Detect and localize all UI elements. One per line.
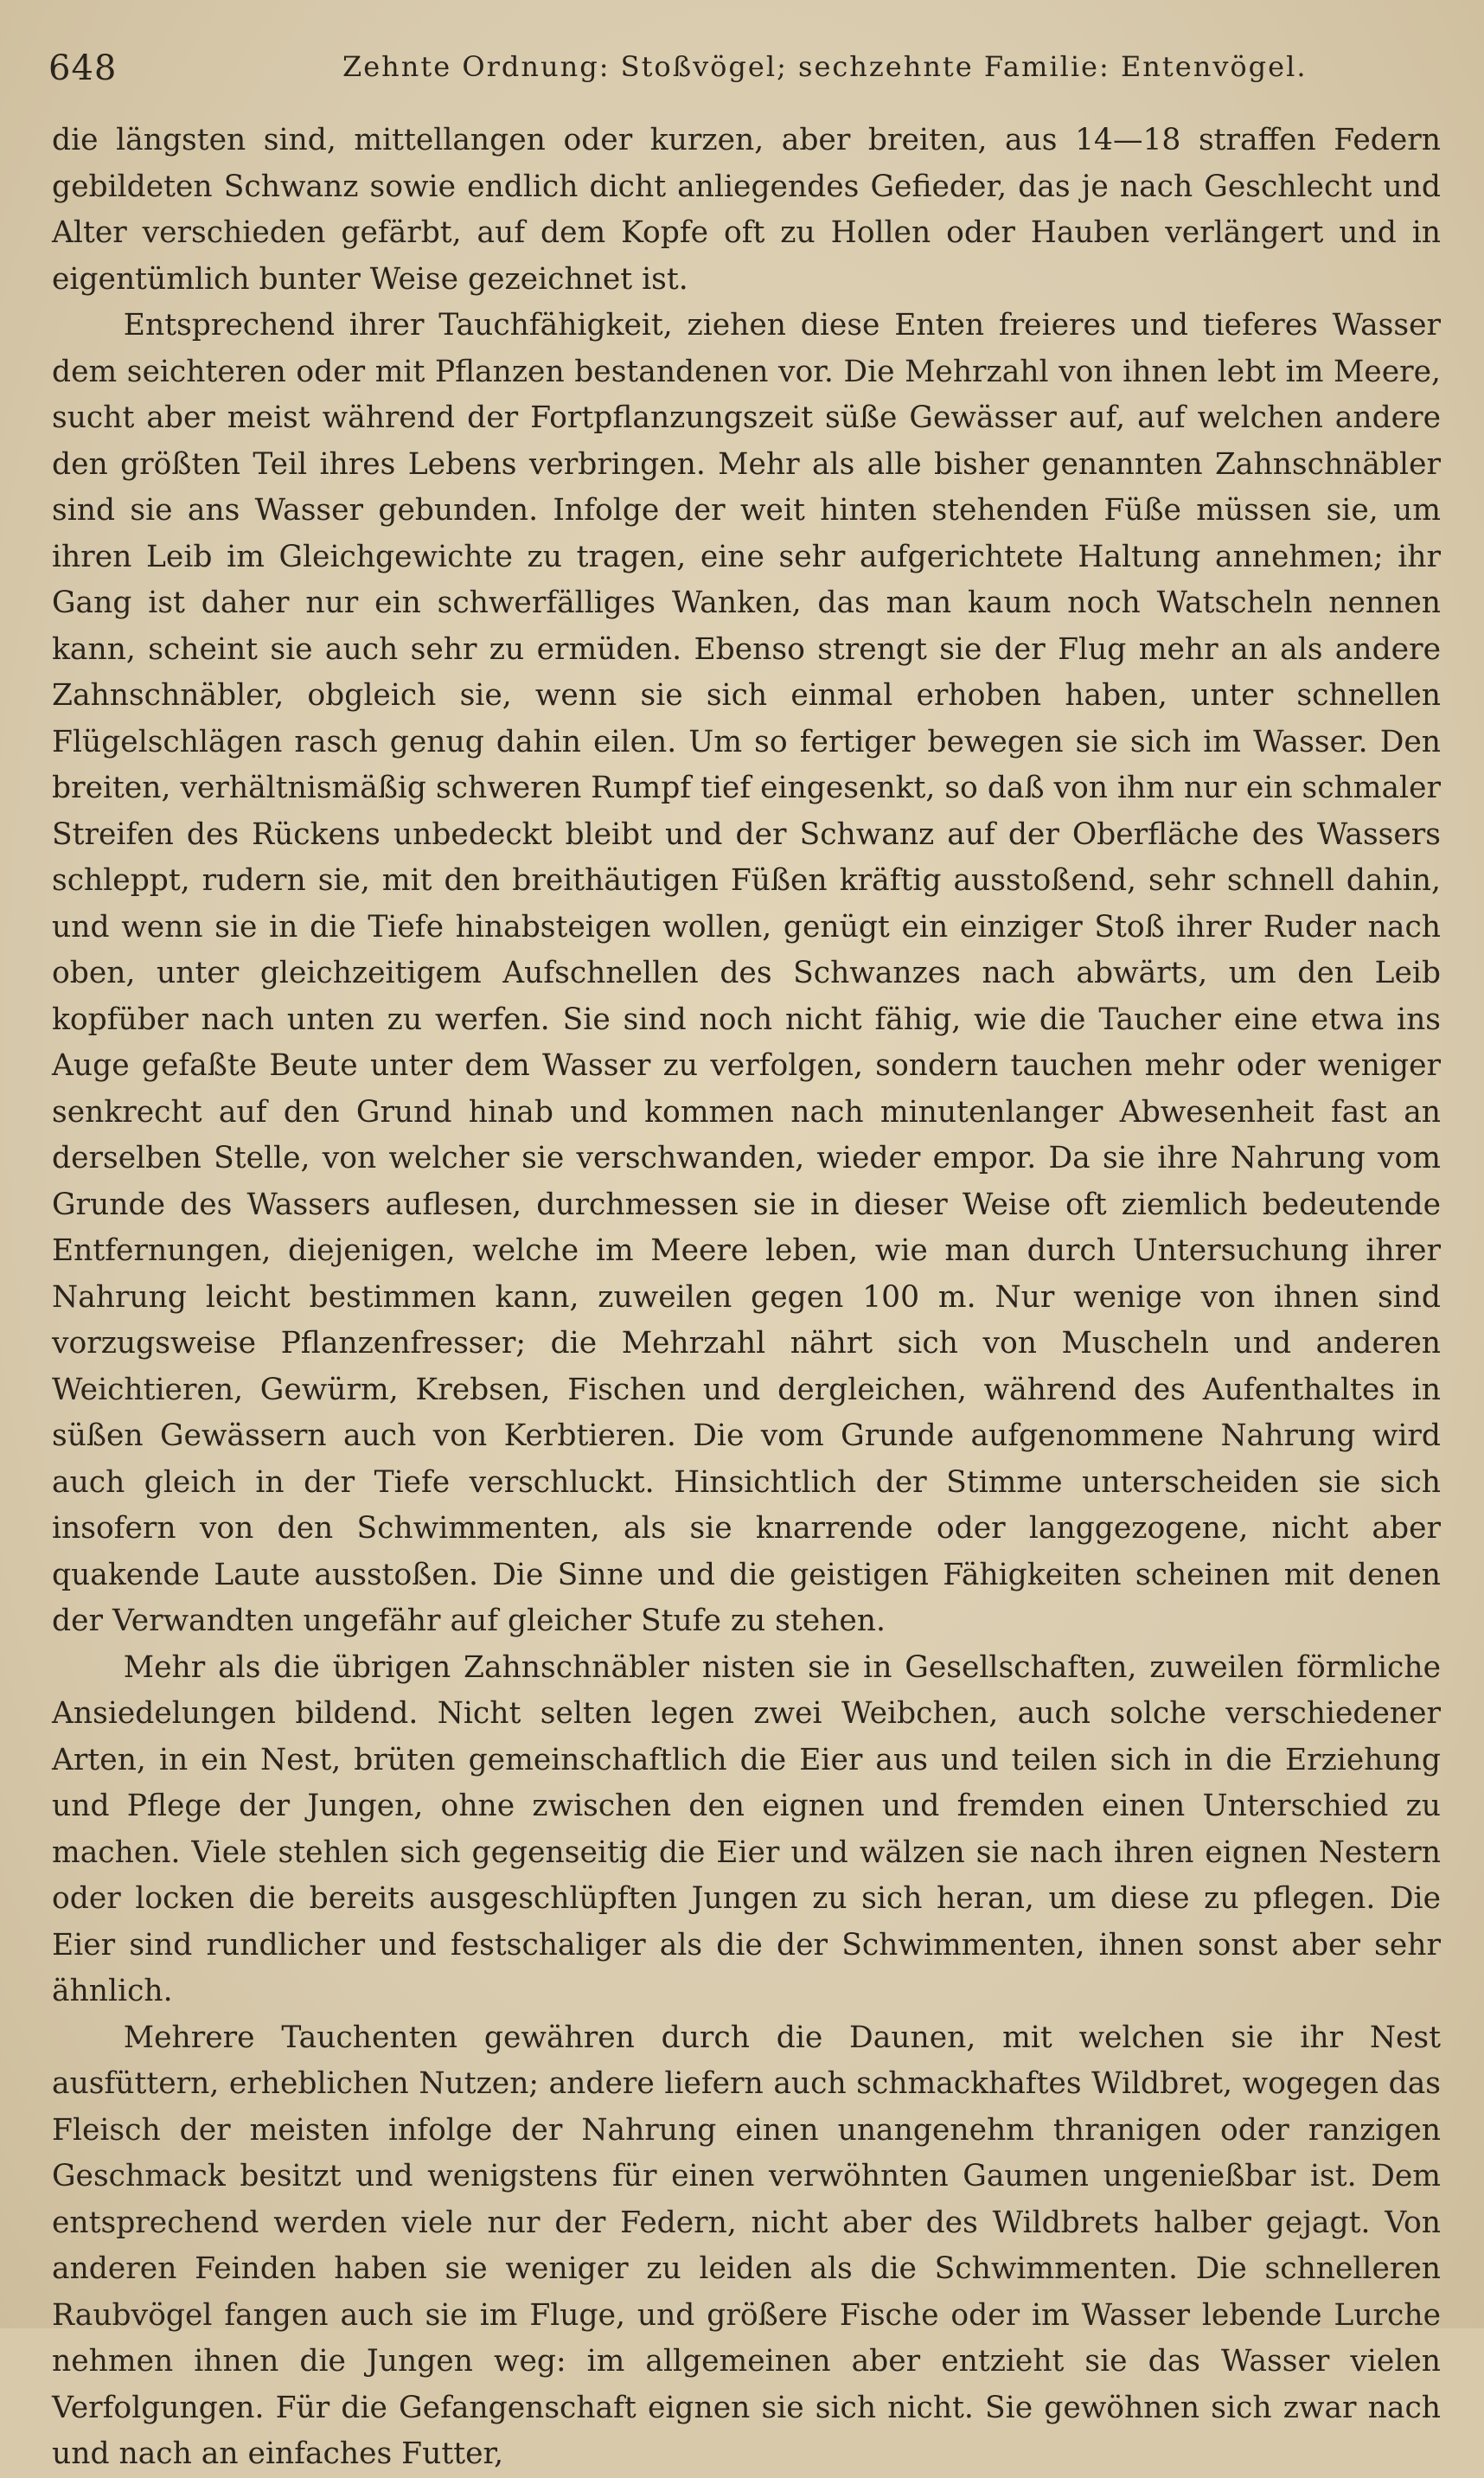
page-header	[48, 45, 1432, 88]
paragraph-3: Mehr als die übrigen Zahnschnäbler nisten sie in Gesellschaften, zuweilen förmliche Ansiedelungen bildend. Nicht selten legen zwei Weibchen, auch solche verschiedener Arten, in ein Nest, brüten gemeinschaftlich die Eier aus und teilen sich in die Erziehung und Pflege der Jungen, ohne zwischen den eignen und fremden einen Unterschied zu machen. Viele stehlen sich gegenseitig die Eier und wälzen sie nach ihren eignen Nestern oder locken die bereits ausgeschlüpften Jungen zu sich heran, um diese zu pflegen. Die Eier sind rundlicher und festschaliger als die der Schwimmenten, ihnen sonst aber sehr ähnlich.	[52, 1649, 1441, 2008]
paragraph-1: die längsten sind, mittellangen oder kurzen, aber breiten, aus 14—18 straffen Federn gebildeten Schwanz sowie endlich dicht anliegendes Gefieder, das je nach Geschlecht und Alter verschieden gefärbt, auf dem Kopfe oft zu Hollen oder Hauben verlängert und in eigentümlich bunter Weise gezeichnet ist.	[52, 123, 1441, 297]
paragraph-2: Entsprechend ihrer Tauchfähigkeit, ziehen diese Enten freieres und tieferes Wasser dem seichteren oder mit Pflanzen bestandenen vor. Die Mehrzahl von ihnen lebt im Meere, sucht aber meist während der Fortpflanzungszeit süße Gewässer auf, auf welchen andere den größten Teil ihres Lebens verbringen. Mehr als alle bisher genannten Zahnschnäbler sind sie ans Wasser gebunden. Infolge der weit hinten stehenden Füße müssen sie, um ihren Leib im Gleichgewichte zu tragen, eine sehr aufgerichtete Haltung annehmen; ihr Gang ist daher nur ein schwerfälliges Wanken, das man kaum noch Watscheln nennen kann, scheint sie auch sehr zu ermüden. Ebenso strengt sie der Flug mehr an als andere Zahnschnäbler, obgleich sie, wenn sie sich einmal erhoben haben, unter schnellen Flügelschlägen rasch genug dahin eilen. Um so fertiger bewegen sie sich im Wasser. Den breiten, verhältnismäßig schweren Rumpf tief eingesenkt, so daß von ihm nur ein schmaler Streifen des Rückens unbedeckt bleibt und der Schwanz auf der Oberfläche des Wassers schleppt, rudern sie, mit den breithäutigen Füßen kräftig ausstoßend, sehr schnell dahin, und wenn sie in die Tiefe hinabsteigen wollen, genügt ein einziger Stoß ihrer Ruder nach oben, unter gleichzeitigem Aufschnellen des Schwanzes nach abwärts, um den Leib kopfüber nach unten zu werfen. Sie sind noch nicht fähig, wie die Taucher eine etwa ins Auge gefaßte Beute unter dem Wasser zu verfolgen, sondern tauchen mehr oder weniger senkrecht auf den Grund hinab und kommen nach minutenlanger Abwesenheit fast an derselben Stelle, von welcher sie verschwanden, wieder empor. Da sie ihre Nahrung vom Grunde des Wassers auflesen, durchmessen sie in dieser Weise oft ziemlich bedeutende Entfernungen, diejenigen, welche im Meere leben, wie man durch Untersuchung ihrer Nahrung leicht bestimmen kann, zuweilen gegen 100 m. Nur wenige von ihnen sind vorzugsweise Pflanzenfresser; die Mehrzahl nährt sich von Muscheln und anderen Weichtieren, Gewürm, Krebsen, Fischen und dergleichen, während des Aufenthaltes in süßen Gewässern auch von Kerbtieren. Die vom Grunde aufgenommene Nahrung wird auch gleich in der Tiefe verschluckt. Hinsichtlich der Stimme unterscheiden sie sich insofern von den Schwimmenten, als sie knarrende oder langgezogene, nicht aber quakende Laute ausstoßen. Die Sinne und die geistigen Fähigkeiten scheinen mit denen der Verwandten ungefähr auf gleicher Stufe zu stehen.	[52, 308, 1441, 1638]
running-head: Zehnte Ordnung: Stoßvögel; sechzehnte Familie: Entenvögel.	[342, 50, 1308, 83]
body-text	[52, 118, 1441, 2478]
page-number: 648	[48, 48, 118, 88]
paragraph-4: Mehrere Tauchenten gewähren durch die Daunen, mit welchen sie ihr Nest ausfüttern, erheblichen Nutzen; andere liefern auch schmackhaftes Wildbret, wogegen das Fleisch der meisten infolge der Nahrung einen unangenehm thranigen oder ranzigen Geschmack besitzt und wenigstens für einen verwöhnten Gaumen ungenießbar ist. Dem entsprechend werden viele nur der Federn, nicht aber des Wildbrets halber gejagt. Von anderen Feinden haben sie weniger zu leiden als die Schwimmenten. Die schnelleren Raubvögel fangen auch sie im Fluge, und größere Fische oder im Wasser lebende Lurche nehmen ihnen die Jungen weg: im allgemeinen aber entzieht sie das Wasser vielen Verfolgungen. Für die Gefangenschaft eignen sie sich nicht. Sie gewöhnen sich zwar nach und nach an einfaches Futter,	[52, 2020, 1441, 2471]
